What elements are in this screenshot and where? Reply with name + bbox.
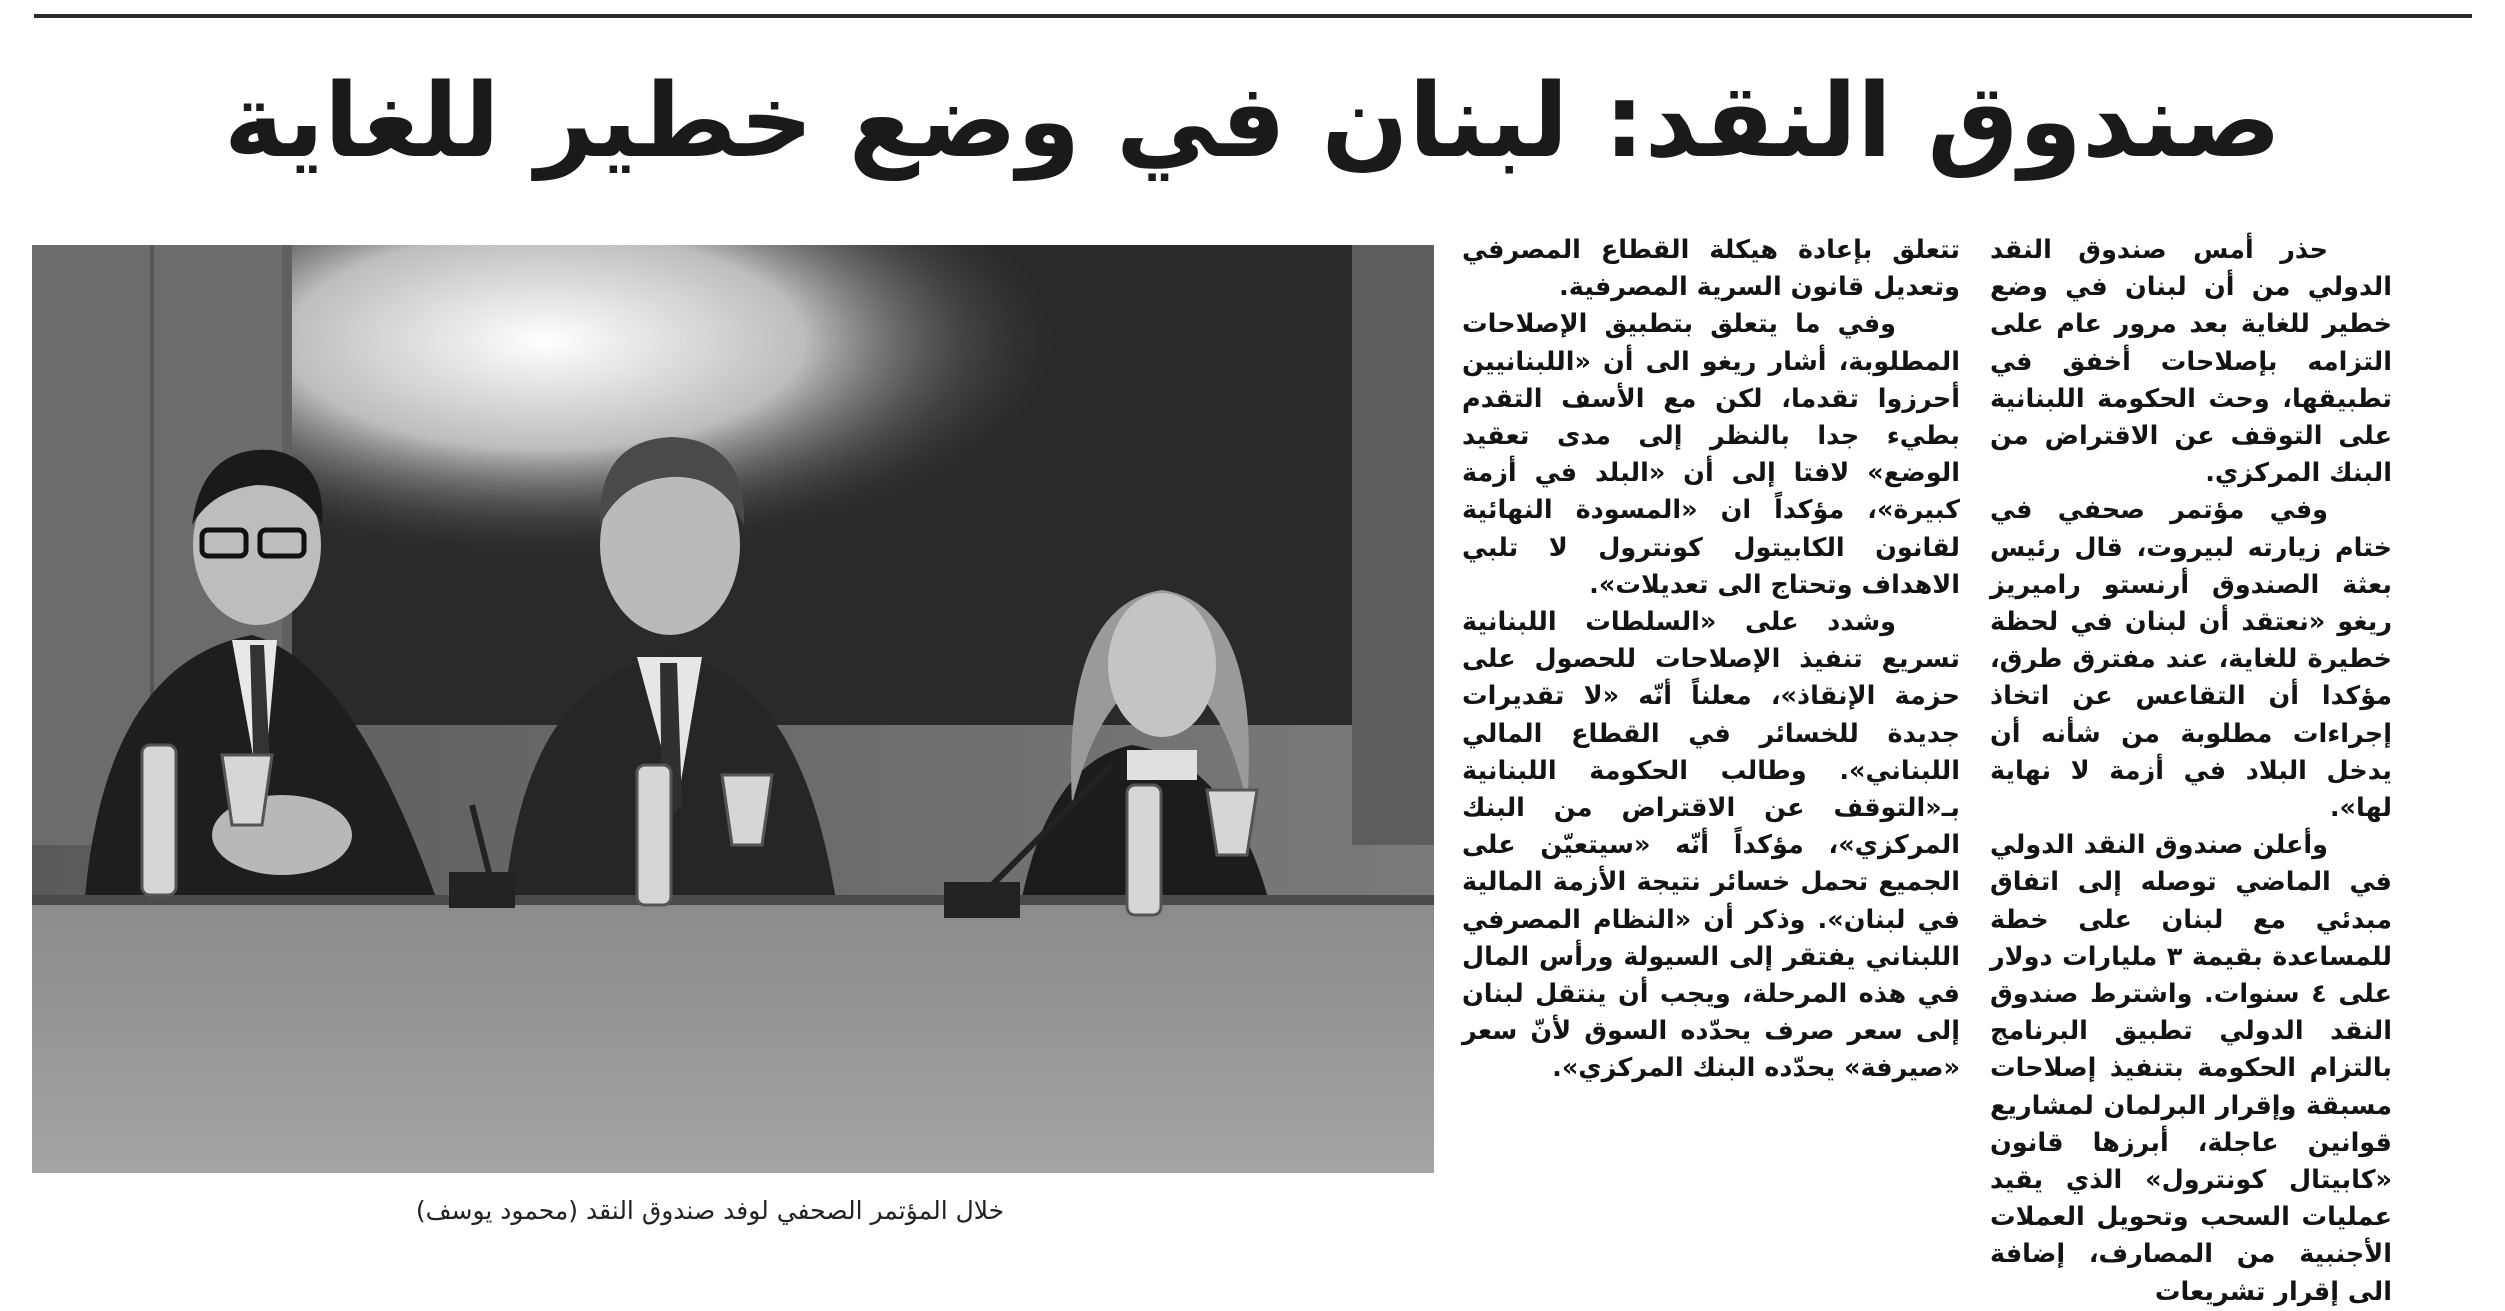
article-paragraph: وفي ما يتعلق بتطبيق الإصلاحات المطلوبة، أشار ريغو الى أن «اللبنانيين أحرزوا تقدما، لكن مع الأسف التقدم بطيء جدا بالنظر إلى مدى تعقيد الوضع» لافتا إلى أن «البلد في أزمة كبيرة»، مؤكداً ان «المسودة النهائية لقانون الكابيتول كونترول لا تلبي الاهداف وتحتاج الى تعديلات».	[1462, 309, 1960, 600]
article-paragraph: حذر أمس صندوق النقد الدولي من أن لبنان في وضع خطير للغاية بعد مرور عام على التزامه بإصلاحات أخفق في تطبيقها، وحث الحكومة اللبنانية على التوقف عن الاقتراض من البنك المركزي.	[1990, 235, 2392, 489]
article-column-middle	[1462, 232, 1960, 1088]
article-column-right	[1990, 232, 2392, 1311]
article-paragraph: وشدد على «السلطات اللبنانية تسريع تنفيذ الإصلاحات للحصول على حزمة الإنقاذ»، معلناً أنّه «لا تقديرات جديدة للخسائر في القطاع المالي اللبناني». وطالب الحكومة اللبنانية بـ«التوقف عن الاقتراض من البنك المركزي»، مؤكداً أنّه «سيتعيّن على الجميع تحمل خسائر نتيجة الأزمة المالية في لبنان». وذكر أن «النظام المصرفي اللبناني يفتقر إلى السيولة ورأس المال في هذه المرحلة، ويجب أن ينتقل لبنان إلى سعر صرف يحدّده السوق لأنّ سعر «صيرفة» يحدّده البنك المركزي».	[1462, 607, 1960, 1084]
article-paragraph: وأعلن صندوق النقد الدولي في الماضي توصله إلى اتفاق مبدئي مع لبنان على خطة للمساعدة بقيمة ٣ مليارات دولار على ٤ سنوات. واشترط صندوق النقد الدولي تطبيق البرنامج بالتزام الحكومة بتنفيذ إصلاحات مسبقة وإقرار البرلمان لمشاريع قوانين عاجلة، أبرزها قانون «كابيتال كونترول» الذي يقيد عمليات السحب وتحويل العملات الأجنبية من المصارف، إضافة الى إقرار تشريعات	[1990, 830, 2392, 1307]
article-paragraph: تتعلق بإعادة هيكلة القطاع المصرفي وتعديل قانون السرية المصرفية.	[1462, 235, 1960, 303]
top-rule	[34, 14, 2472, 18]
headline: صندوق النقد: لبنان في وضع خطير للغاية	[223, 62, 2282, 181]
conference-table	[32, 895, 1434, 1173]
press-conference-photo	[32, 245, 1434, 1173]
article-paragraph: وفي مؤتمر صحفي في ختام زيارته لبيروت، قال رئيس بعثة الصندوق أرنستو راميريز ريغو «نعتقد أن لبنان في لحظة خطيرة للغاية، عند مفترق طرق، مؤكدا أن التقاعس عن اتخاذ إجراءات مطلوبة من شأنه أن يدخل البلاد في أزمة لا نهاية لها».	[1990, 495, 2392, 824]
photo-caption: خلال المؤتمر الصحفي لوفد صندوق النقد (محمود يوسف)	[415, 1196, 1005, 1225]
